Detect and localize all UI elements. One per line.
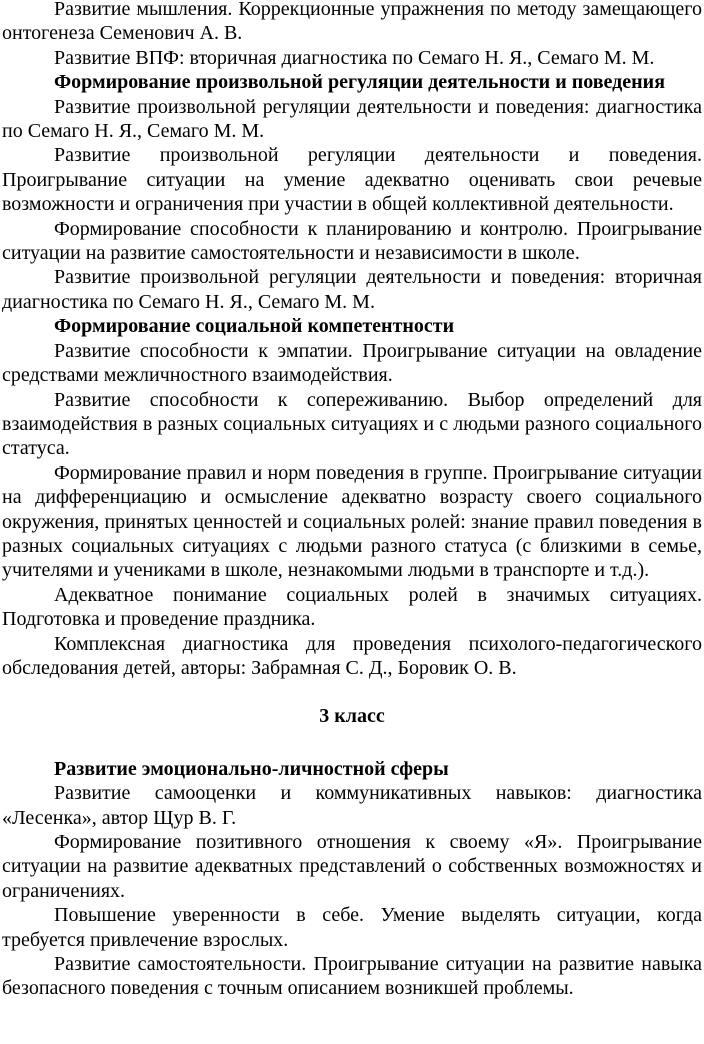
paragraph: Комплексная диагностика для проведения психолого-педагогического обследования детей, авторы: Забрамная С. Д., Боровик О. В.	[2, 632, 702, 679]
grade-heading: 3 класс	[319, 705, 385, 728]
section-heading: Формирование социальной компетентности	[54, 315, 455, 338]
paragraph: Повышение уверенности в себе. Умение выделять ситуации, когда требуется привлечение взрослых.	[2, 904, 702, 951]
spacer	[2, 680, 702, 704]
paragraph: Формирование способности к планированию и контролю. Проигрывание ситуации на развитие самостоятельности и независимости в школе.	[2, 217, 702, 265]
paragraph: Развитие мышления. Коррекционные упражнения по методу замещающего онтогенеза Семенович А. В.	[2, 0, 702, 45]
paragraph: Развитие произвольной регуляции деятельности и поведения: вторичная диагностика по Семаго Н. Я., Семаго М. М.	[2, 266, 702, 313]
paragraph: Развитие ВПФ: вторичная диагностика по Семаго Н. Я., Семаго М. М.	[54, 46, 655, 69]
paragraph: Развитие самооценки и коммуникативных навыков: диагностика «Лесенка», автор Щур В. Г.	[2, 782, 702, 829]
section-heading: Формирование произвольной регуляции деятельности и поведения	[54, 71, 666, 94]
paragraph: Адекватное понимание социальных ролей в значимых ситуациях. Подготовка и проведение праздника.	[2, 583, 702, 631]
paragraph: Формирование позитивного отношения к своему «Я». Проигрывание ситуации на развитие адекватных представлений о собственных возможностях и ограничениях.	[2, 831, 702, 902]
paragraph: Формирование правил и норм поведения в группе. Проигрывание ситуации на дифференциацию и осмысление адекватно возрасту своего социального окружения, принятых ценностей и социальных ролей: знание правил поведения в разных социальных ситуациях с людьми разного статуса (с близкими в семье, учителями и учениками в школе, незнакомыми людьми в транспорте и т.д.).	[2, 461, 702, 582]
paragraph: Развитие способности к сопереживанию. Выбор определений для взаимодействия в разных социальных ситуациях и с людьми разного социального статуса.	[2, 388, 702, 460]
paragraph: Развитие самостоятельности. Проигрывание ситуации на развитие навыка безопасного поведения с точным описанием возникшей проблемы.	[2, 953, 702, 1000]
paragraph: Развитие способности к эмпатии. Проигрывание ситуации на овладение средствами межличностного взаимодействия.	[2, 339, 702, 387]
paragraph: Развитие произвольной регуляции деятельности и поведения: диагностика по Семаго Н. Я., Семаго М. М.	[2, 95, 702, 143]
section-heading: Развитие эмоционально-личностной сферы	[54, 757, 449, 780]
spacer	[2, 729, 702, 757]
paragraph: Развитие произвольной регуляции деятельности и поведения. Проигрывание ситуации на умение адекватно оценивать свои речевые возможности и ограничения при участии в общей коллективной деятельности.	[2, 144, 702, 216]
